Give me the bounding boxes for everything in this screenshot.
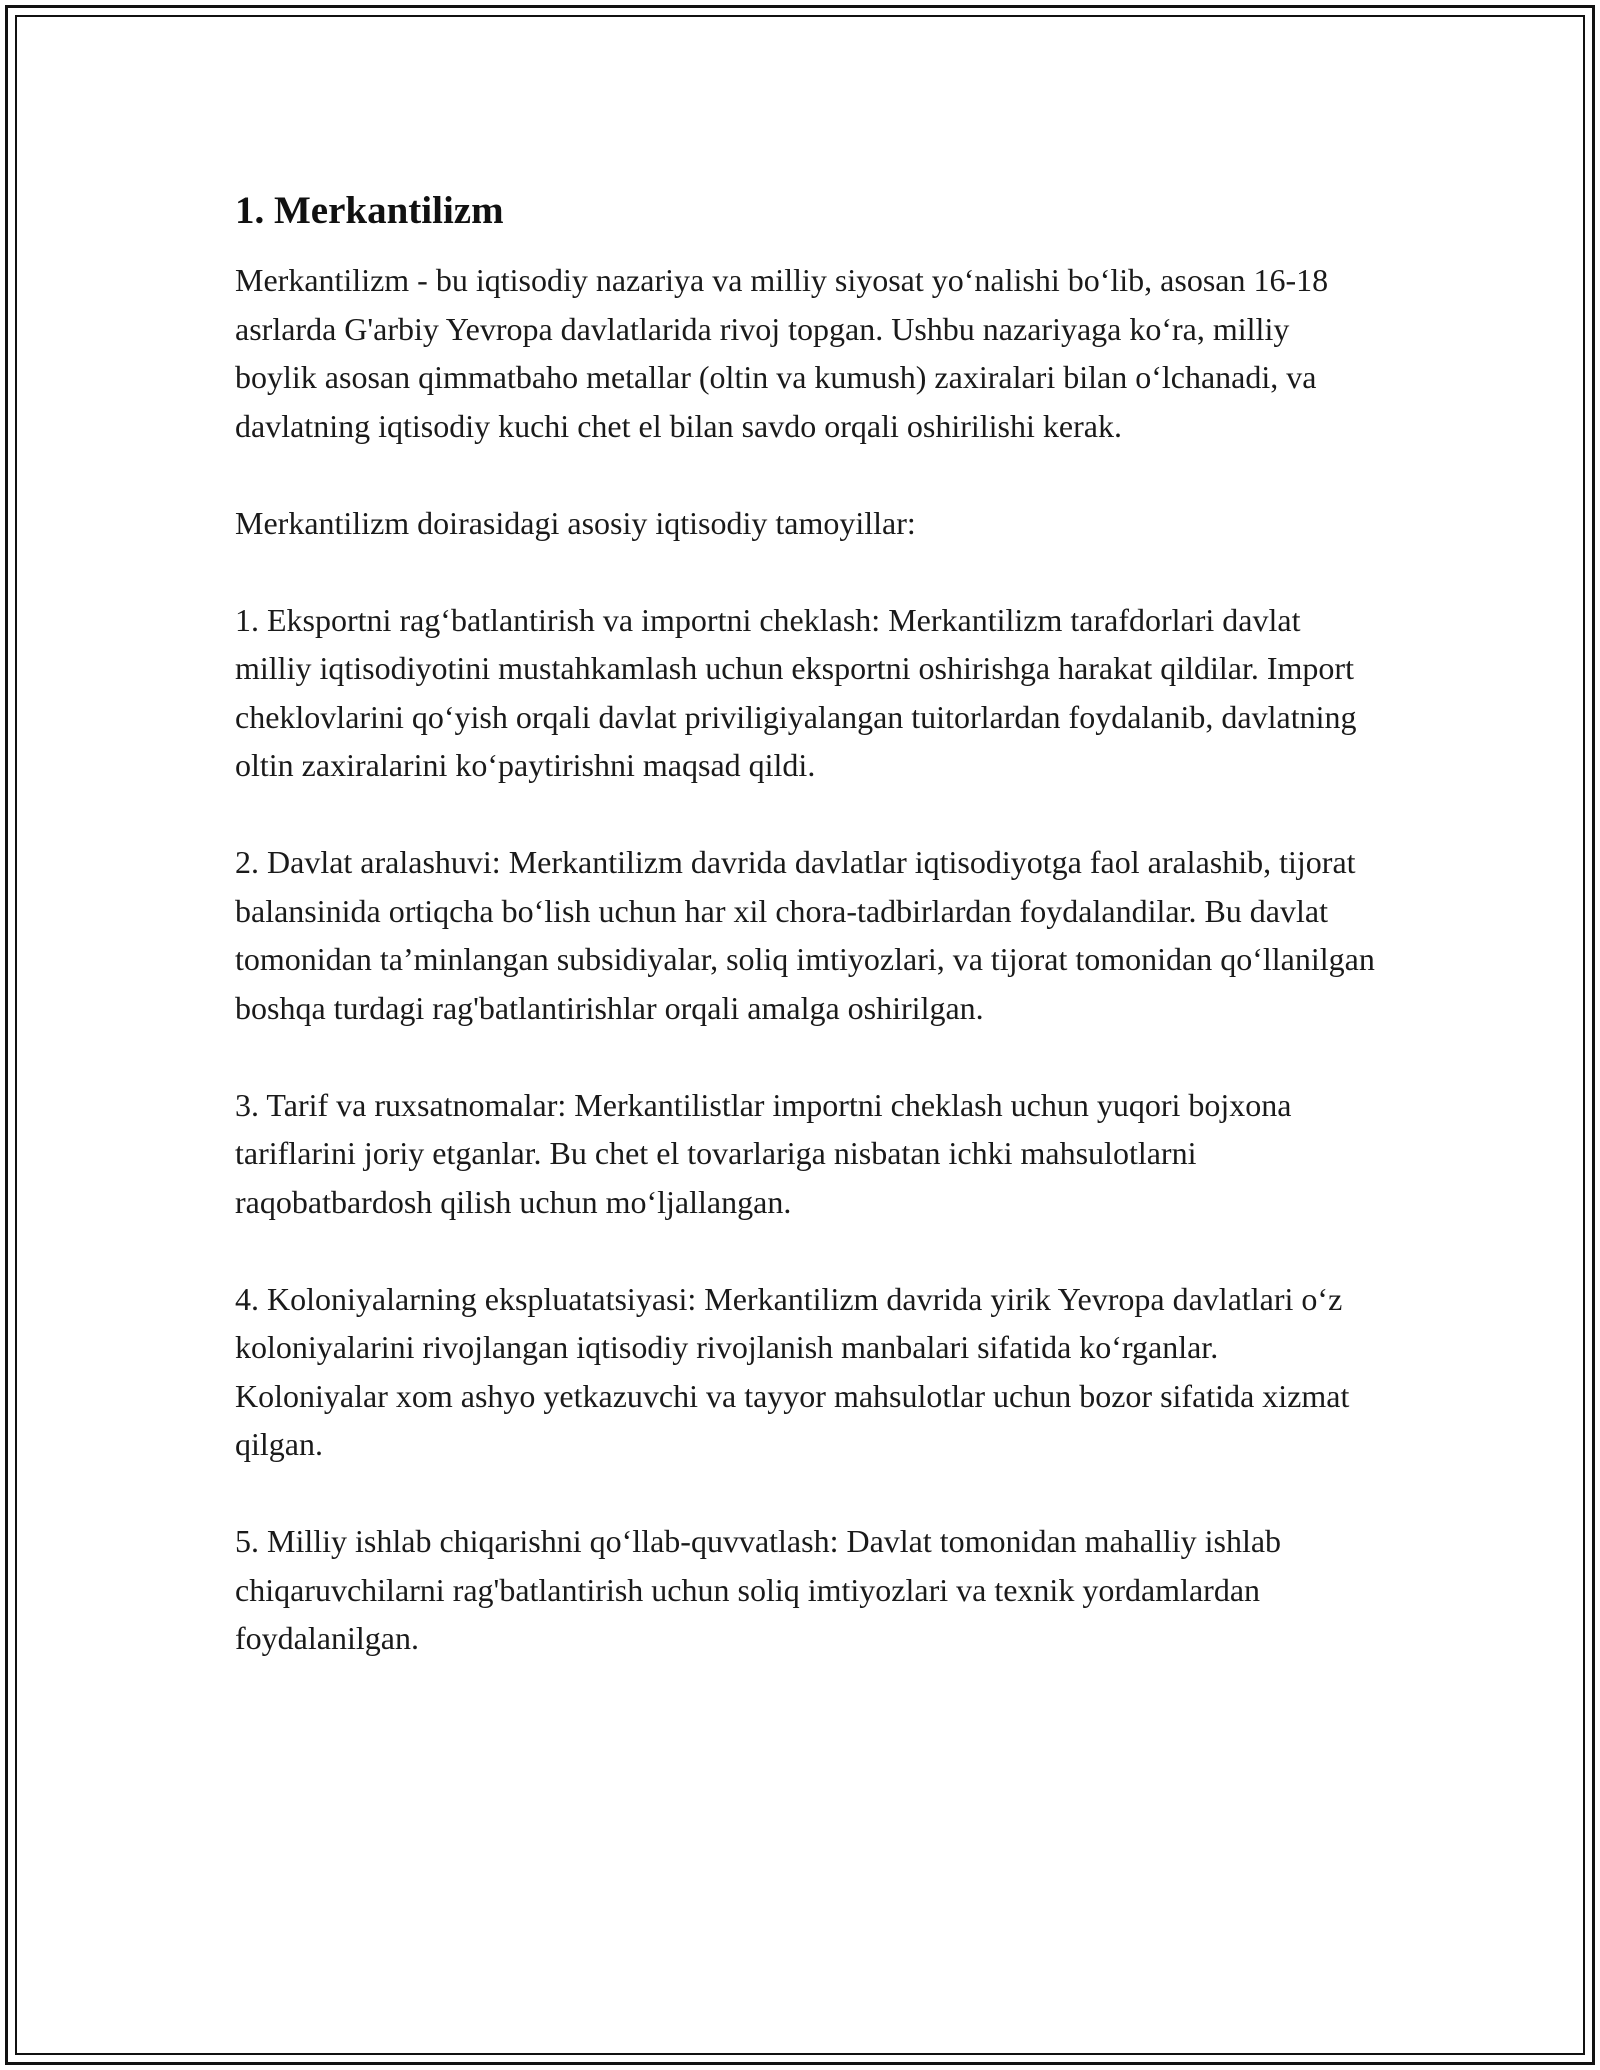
- principles-intro-paragraph: Merkantilizm doirasidagi asosiy iqtisodiy tamoyillar:: [235, 504, 916, 541]
- principle-4-paragraph: 4. Koloniyalarning ekspluatatsiyasi: Merkantilizm davrida yirik Yevropa davlatlari o‘z koloniyalarini rivojlangan iqtisodiy rivojlanish manbalari sifatida ko‘rganlar. Koloniyalar xom ashyo yetkazuvchi va tayyor mahsulotlar uchun bozor sifatida xizmat qilgan.: [235, 1280, 1350, 1462]
- principle-3-paragraph: 3. Tarif va ruxsatnomalar: Merkantilistlar importni cheklash uchun yuqori bojxona tariflarini joriy etganlar. Bu chet el tovarlariga nisbatan ichki mahsulotlarni raqobatbardosh qilish uchun mo‘ljallangan.: [235, 1086, 1292, 1220]
- principle-2-paragraph: 2. Davlat aralashuvi: Merkantilizm davrida davlatlar iqtisodiyotga faol aralashib, tijorat balansinida ortiqcha bo‘lish uchun har xil chora-tadbirlardan foydalandilar. Bu davlat tomonidan ta’minlangan subsidiyalar, soliq imtiyozlari, va tijorat tomonidan qo‘llanilgan boshqa turdagi rag'batlantirishlar orqali amalga oshirilgan.: [235, 844, 1375, 1026]
- intro-paragraph: Merkantilizm - bu iqtisodiy nazariya va milliy siyosat yo‘nalishi bo‘lib, asosan 16-18 asrlarda G'arbiy Yevropa davlatlarida rivoj topgan. Ushbu nazariyaga ko‘ra, milliy boylik asosan qimmatbaho metallar (oltin va kumush) zaxiralari bilan o‘lchanadi, va davlatning iqtisodiy kuchi chet el bilan savdo orqali oshirilishi kerak.: [235, 262, 1329, 444]
- principle-1-paragraph: 1. Eksportni rag‘batlantirish va importni cheklash: Merkantilizm tarafdorlari davlat milliy iqtisodiyotini mustahkamlash uchun eksportni oshirishga harakat qildilar. Import cheklovlarini qo‘yish orqali davlat priviligiyalangan tuitorlardan foydalanib, davlatning oltin zaxiralarini ko‘paytirishni maqsad qildi.: [235, 601, 1357, 783]
- document-body: [235, 186, 1375, 1711]
- section-heading: 1. Merkantilizm: [235, 189, 504, 232]
- principle-5-paragraph: 5. Milliy ishlab chiqarishni qo‘llab-quvvatlash: Davlat tomonidan mahalliy ishlab chiqaruvchilarni rag'batlantirish uchun soliq imtiyozlari va texnik yordamlardan foydalanilgan.: [235, 1523, 1282, 1656]
